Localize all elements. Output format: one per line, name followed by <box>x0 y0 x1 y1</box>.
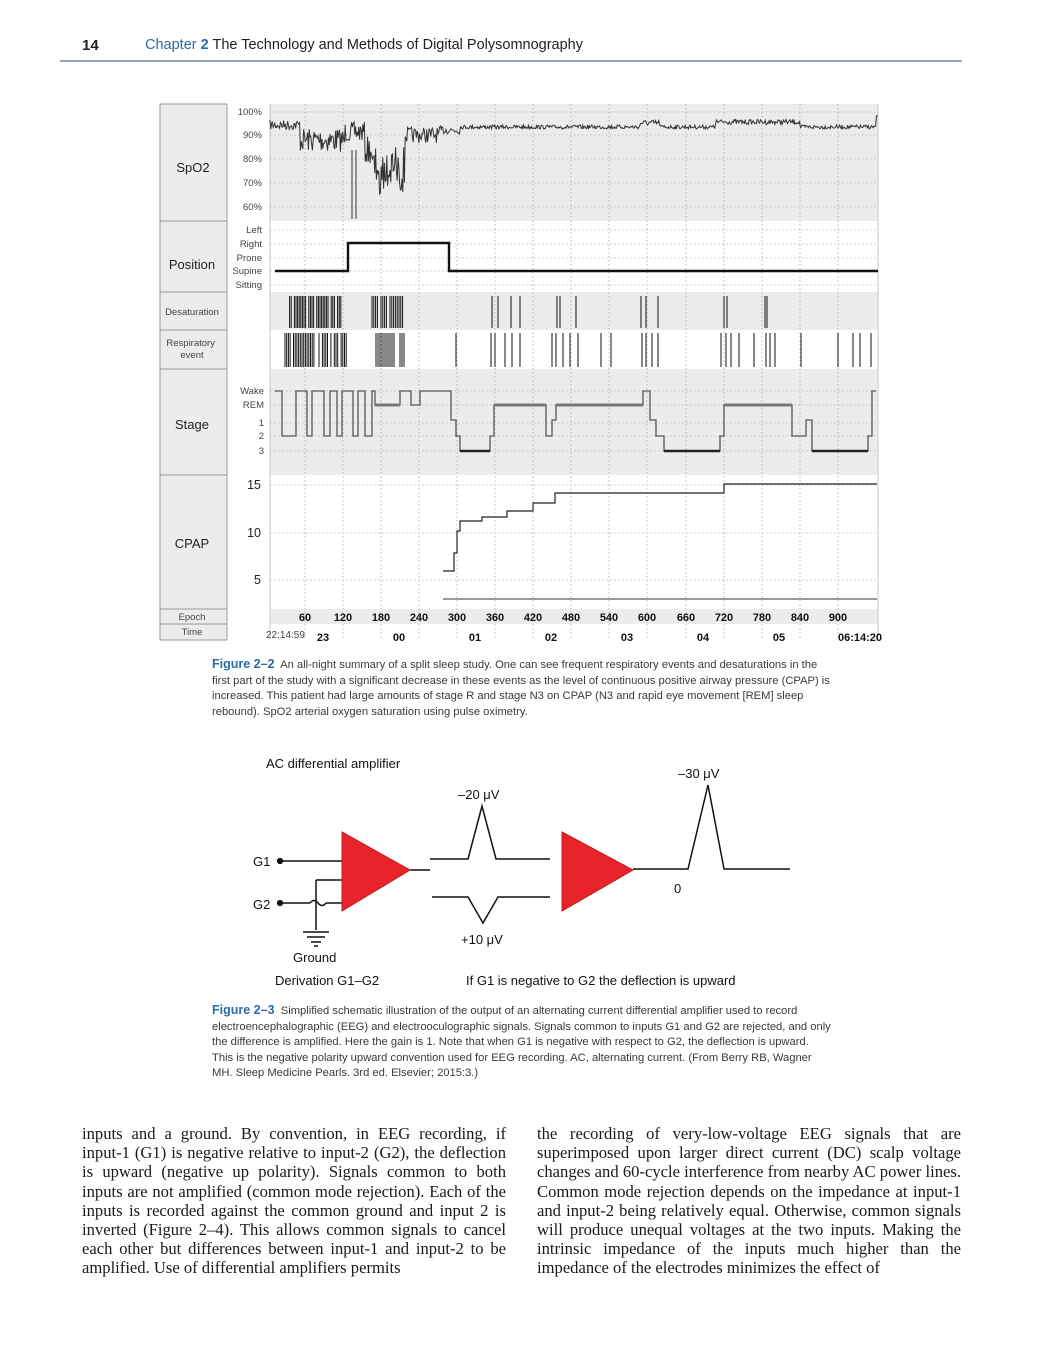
body-column-2: the recording of very-low-voltage EEG signals that are superimposed upon larger direct current (DC) scalp voltage changes and 60-cycle interference from nearby AC power lines. Common mode rejection depends on the impedance at input-1 and input-2 being relatively equal. Otherwise, common signals will produce unequal voltages at the two inputs. Making the intrinsic impedance of the inputs much higher than the impedance of the electrodes minimizes the effect of <box>537 1124 961 1278</box>
chapter-number: 2 <box>200 37 209 53</box>
ground-label: Ground <box>293 950 337 965</box>
g2-jumper <box>310 901 326 906</box>
row-label-spo2: SpO2 <box>176 160 210 175</box>
epoch-tick-label: 720 <box>714 612 734 624</box>
row-label-time: Time <box>181 627 203 638</box>
epoch-tick-label: 900 <box>828 612 848 624</box>
chapter-title: The Technology and Methods of Digital Polysomnography <box>212 37 583 53</box>
spo2-tick-label: 100% <box>237 107 262 118</box>
position-tick-label: Left <box>246 225 262 236</box>
epoch-tick-label: 300 <box>447 612 467 624</box>
epoch-tick-label: 840 <box>790 612 810 624</box>
epoch-tick-label: 420 <box>523 612 543 624</box>
position-tick-label: Supine <box>232 266 262 277</box>
row-label-column <box>160 104 227 640</box>
position-tick-label: Prone <box>236 253 262 264</box>
time-tick-label: 01 <box>468 632 482 644</box>
epoch-tick-label: 660 <box>676 612 696 624</box>
time-tick-label: 05 <box>772 632 786 644</box>
chapter-label: Chapter <box>145 37 197 53</box>
trace-plus10 <box>432 897 550 923</box>
trace-minus30 <box>633 785 790 869</box>
time-tick-label: 02 <box>544 632 558 644</box>
stage-tick-label: 2 <box>258 431 264 442</box>
spo2-tick-label: 70% <box>242 178 262 189</box>
stage-tick-label: Wake <box>240 386 264 397</box>
epoch-tick-label: 600 <box>637 612 657 624</box>
row-label-epoch: Epoch <box>178 612 206 623</box>
epoch-tick-label: 240 <box>409 612 429 624</box>
row-label-stage: Stage <box>175 417 209 432</box>
epoch-tick-label: 360 <box>485 612 505 624</box>
cpap-trace <box>443 484 877 571</box>
time-tick-label: 00 <box>392 632 406 644</box>
spo2-tick-label: 60% <box>242 202 262 213</box>
stage-tick-label: 3 <box>258 446 264 457</box>
position-tick-label: Sitting <box>235 280 262 291</box>
row-label-desaturation: Desaturation <box>165 307 219 318</box>
respiratory-line-1: Respiratory <box>166 338 215 349</box>
amplifier-1-icon <box>342 832 410 911</box>
g1-terminal <box>278 859 283 864</box>
position-trace <box>275 243 878 271</box>
figure-2-2-label: Figure 2–2 <box>212 657 275 671</box>
stage-tick-label: REM <box>242 400 264 411</box>
minus20-label: –20 μV <box>458 787 500 802</box>
epoch-tick-label: 60 <box>298 612 312 624</box>
deflection-note: If G1 is negative to G2 the deflection is upward <box>466 973 736 988</box>
desaturation-band <box>270 292 878 330</box>
zero-label: 0 <box>674 881 682 896</box>
figure-2-3-label: Figure 2–3 <box>212 1003 275 1017</box>
epoch-tick-label: 180 <box>371 612 391 624</box>
cpap-tick-label: 5 <box>254 573 261 587</box>
figure-2-2-caption <box>212 657 832 720</box>
spo2-tick-label: 80% <box>242 154 262 165</box>
row-label-cpap: CPAP <box>174 536 210 551</box>
derivation-label: Derivation G1–G2 <box>275 973 380 988</box>
stage-band <box>270 369 878 475</box>
figure-2-3-title: AC differential amplifier <box>266 756 401 771</box>
minus30-label: –30 μV <box>678 766 720 781</box>
figure-2-3-caption <box>212 1003 832 1082</box>
stage-tick-label: 1 <box>258 418 264 429</box>
epoch-tick-label: 780 <box>752 612 772 624</box>
trace-minus20 <box>430 806 550 859</box>
figure-2-2-caption-text: An all-night summary of a split sleep study. One can see frequent respiratory events and desaturations in the first part of the study with a significant decrease in these events as the level of continuous positive airway pressure (CPAP) is increased. This patient had large amounts of stage R and stage N3 on CPAP (N3 and rapid eye movement [REM] sleep rebound). SpO2 arterial oxygen saturation using pulse oximetry. <box>212 659 830 718</box>
figure-2-3-caption-text: Simplified schematic illustration of the output of an alternating current differential amplifier used to record electroencephalographic (EEG) and electrooculographic signals. Signals common to inputs G1 and G2 are rejected, and only the difference is amplified. Here the gain is 1. Note that when G1 is negative with respect to G2, the deflection is upward. This is the negative polarity upward convention used for EEG recording. AC, alternating current. (From Berry RB, Wagner MH. Sleep Medicine Pearls. 3rd ed. Elsevier; 2015:3.) <box>212 1005 831 1080</box>
time-end-label: 06:14:20 <box>837 632 882 644</box>
g2-terminal <box>278 901 283 906</box>
page-number: 14 <box>82 37 99 54</box>
time-tick-label: 03 <box>620 632 634 644</box>
spo2-tick-label: 90% <box>242 130 262 141</box>
time-start-label: 22:14:59 <box>266 630 305 641</box>
epoch-tick-label: 480 <box>561 612 581 624</box>
figure-2-2-chart <box>0 0 1052 660</box>
cpap-tick-label: 10 <box>247 526 261 540</box>
row-label-position: Position <box>168 257 216 272</box>
body-column-1: inputs and a ground. By convention, in EEG recording, if input-1 (G1) is negative relative to input-2 (G2), the deflection is upward (negative up polarity). Signals common to both inputs are not amplified (common mode rejection). Each of the inputs is recorded against the common ground and input 2 is inverted (Figure 2–4). This allows common signals to cancel each other but differences between input-1 and input-2 to be amplified. Use of differential amplifiers permits <box>82 1124 506 1278</box>
cpap-tick-label: 15 <box>247 478 261 492</box>
g1-label: G1 <box>253 854 271 869</box>
amplifier-2-icon <box>562 832 633 911</box>
time-tick-label: 04 <box>696 632 710 644</box>
epoch-tick-label: 120 <box>333 612 353 624</box>
respiratory-line-2: event <box>180 350 204 361</box>
position-tick-label: Right <box>239 239 262 250</box>
epoch-tick-label: 540 <box>599 612 619 624</box>
time-tick-label: 23 <box>316 632 330 644</box>
plus10-label: +10 μV <box>461 932 503 947</box>
g2-label: G2 <box>253 897 271 912</box>
